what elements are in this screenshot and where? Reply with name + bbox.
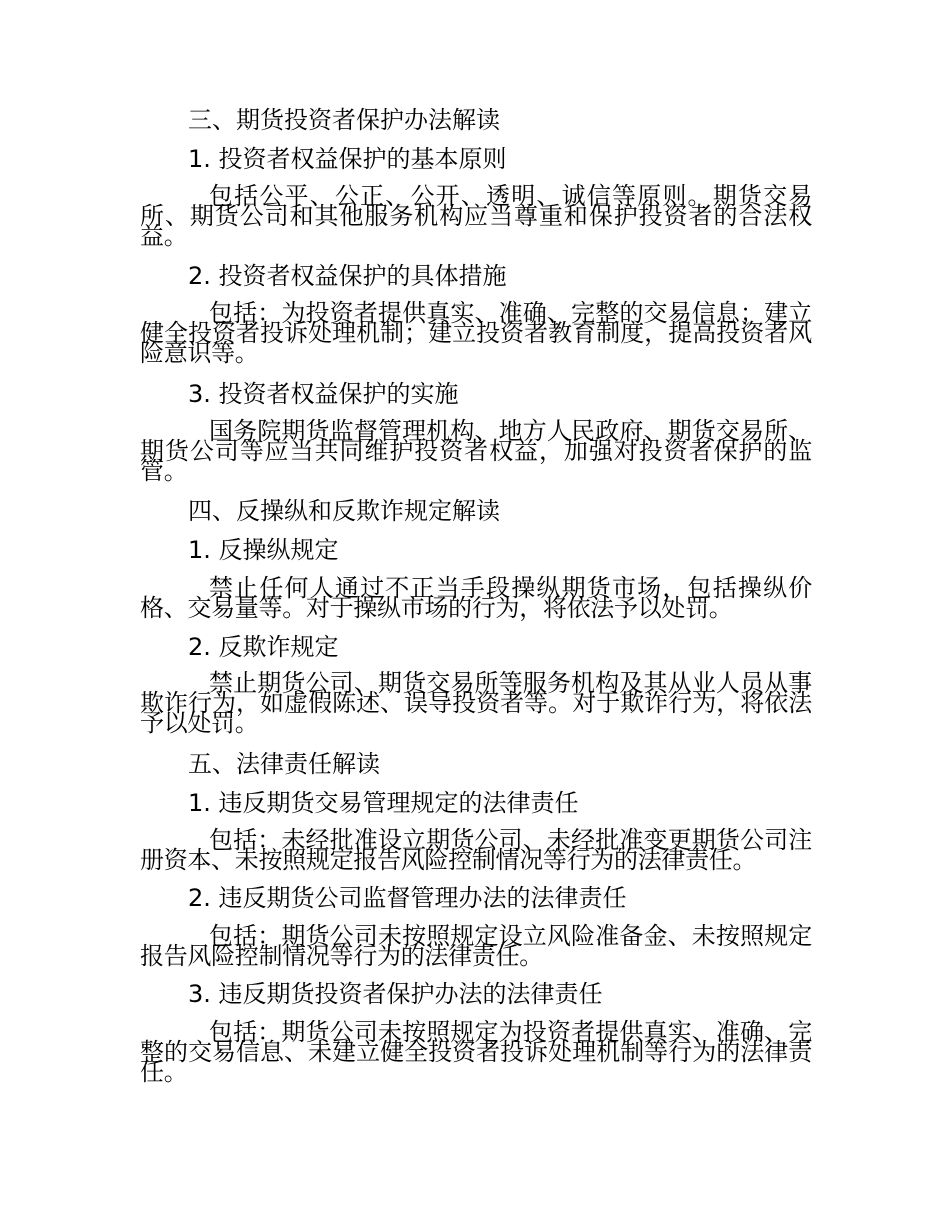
section-heading: 三、期货投资者保护办法解读 [188, 106, 500, 134]
body-paragraph: 包括公平、公正、公开、透明、诚信等原则。期货交易所、期货公司和其他服务机构应当尊重和保护投资者的合法权益。 [140, 182, 812, 250]
subsection-heading: 1. 投资者权益保护的基本原则 [188, 145, 507, 173]
body-paragraph: 禁止任何人通过不正当手段操纵期货市场，包括操纵价格、交易量等。对于操纵市场的行为，将依法予以处罚。 [140, 574, 812, 622]
subsection-heading: 1. 违反期货交易管理规定的法律责任 [188, 789, 579, 817]
body-paragraph: 包括：为投资者提供真实、准确、完整的交易信息；建立健全投资者投诉处理机制；建立投资者教育制度，提高投资者风险意识等。 [140, 299, 812, 367]
body-paragraph: 包括：未经批准设立期货公司、未经批准变更期货公司注册资本、未按照规定报告风险控制情况等行为的法律责任。 [140, 826, 812, 874]
body-paragraph: 国务院期货监督管理机构、地方人民政府、期货交易所、期货公司等应当共同维护投资者权益，加强对投资者保护的监管。 [140, 417, 812, 485]
section-heading: 五、法律责任解读 [188, 750, 380, 778]
subsection-heading: 3. 违反期货投资者保护办法的法律责任 [188, 980, 603, 1008]
section-heading: 四、反操纵和反欺诈规定解读 [188, 497, 500, 525]
subsection-heading: 2. 违反期货公司监督管理办法的法律责任 [188, 884, 627, 912]
subsection-heading: 2. 投资者权益保护的具体措施 [188, 262, 507, 290]
body-paragraph: 禁止期货公司、期货交易所等服务机构及其从业人员从事欺诈行为，如虚假陈述、误导投资者等。对于欺诈行为，将依法予以处罚。 [140, 669, 812, 737]
subsection-heading: 3. 投资者权益保护的实施 [188, 380, 459, 408]
body-paragraph: 包括：期货公司未按照规定设立风险准备金、未按照规定报告风险控制情况等行为的法律责任。 [140, 922, 812, 970]
subsection-heading: 1. 反操纵规定 [188, 536, 339, 564]
subsection-heading: 2. 反欺诈规定 [188, 633, 339, 661]
body-paragraph: 包括：期货公司未按照规定为投资者提供真实、准确、完整的交易信息、未建立健全投资者投诉处理机制等行为的法律责任。 [140, 1018, 812, 1086]
